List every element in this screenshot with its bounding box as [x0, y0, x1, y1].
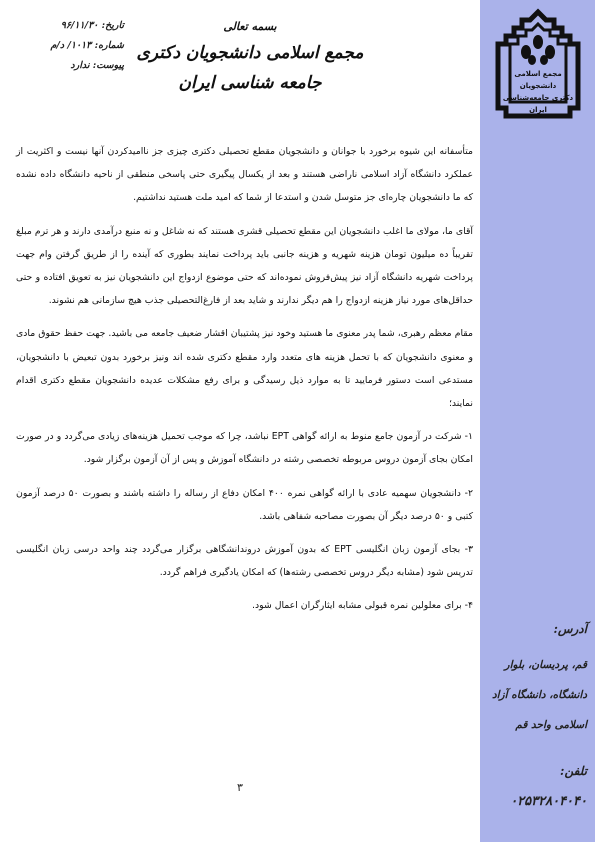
logo-line: دانشجویان: [519, 82, 557, 90]
request-item: ۳- بجای آزمون زبان انگلیسی EPT که بدون آموزش دروندانشگاهی برگزار می‌گردد چند واحد درسی زبان انگلیسی تدریس شود (مشابه دیگر دروس تخصصی رشته‌ها) که امکان یادگیری فراهم گردد.: [16, 544, 473, 579]
logo-line: مجمع اسلامی: [514, 70, 562, 78]
letter-body: [16, 140, 473, 628]
letter-header: [130, 16, 370, 98]
logo-line: دکتری جامعه‌شناسی: [502, 94, 574, 102]
org-title: مجمع اسلامی دانشجویان دکتری: [136, 43, 364, 63]
request-item: ۱- شرکت در آزمون جامع منوط به ارائه گواهی EPT نباشد، چرا که موجب تحمیل هزینه‌های زیادی می‌گردد و در صورت امکان بجای آزمون دروس مربوطه تخصصی رشته در دانشگاه آموزش و پس از آن آزمون برگزار شود.: [16, 431, 473, 466]
letter-number: شماره: ۱۰۱۳/ د/م: [50, 40, 124, 51]
body-paragraph: آقای ما، مولای ما اغلب دانشجویان این مقطع تحصیلی قشری هستند که نه شاغل و نه منبع درآمدی دارند و هر ترم مبلغ تقریباً ده میلیون تومان هزینه شهریه و هزینه جانبی باید پرداخت نمایند بطوری که آینده را از طریق گرفتن وام جهت پرداخت شهریه دانشگاه آزاد نیز پیش‌فروش نموده‌اند که حتی موضوع ازدواج این دانشجویان نیز به تعویق افتاده و حتی حداقل‌های مورد نیاز هزینه ازدواج را هم دیگر ندارند و شاید بعد از فارغ‌التحصیلی جذب هیچ سازمانی هم نشوند.: [16, 225, 473, 307]
logo-line: ایران: [529, 106, 547, 114]
request-item: ۲- دانشجویان سهمیه عادی با ارائه گواهی نمره ۴۰۰ امکان دفاع از رساله را داشته باشند و بصورت ۵۰ درصد آزمون کتبی و ۵۰ درصد دیگر آن بصورت مصاحبه شفاهی باشد.: [16, 487, 473, 522]
address-title: آدرس:: [553, 622, 587, 636]
logo-caption: [486, 68, 590, 116]
org-subtitle: جامعه شناسی ایران: [178, 73, 322, 93]
request-item: ۴- برای معلولین نمره قبولی مشابه ایثارگران اعمال شود.: [252, 600, 473, 612]
phone-number: ۰۲۵۳۲۸۰۴۰۴۰: [510, 794, 587, 809]
address-text: قم، پردیسان، بلوار دانشگاه، دانشگاه آزاد اسلامی واحد قم: [491, 659, 587, 731]
letter-meta: [14, 16, 124, 76]
bismillah: بسمه تعالی: [223, 20, 277, 33]
body-paragraph: متأسفانه این شیوه برخورد با جوانان و دانشجویان مقطع تحصیلی دکتری چیزی جز ناامیدکردن آنها نیست و اکثریت از عملکرد دانشگاه آزاد اسلامی ناراضی هستند و بعد از یکسال پیگیری حتی پاسخی منطقی از ناحیه دانشگاه داده نشده که ما دانشجویان چاره‌ای جز متوسل شدن و استدعا از شما که امید ملت هستید نداشتیم.: [16, 146, 473, 204]
body-paragraph: مقام معظم رهبری، شما پدر معنوی ما هستید وخود نیز پشتیبان اقشار ضعیف جامعه می باشید. جهت حفظ حقوق مادی و معنوی دانشجویان که با تحمل هزینه های متعدد وارد مقطع دکتری شده اند ونیز برخورد بدون تبعیض با دانشجویان، مستدعی است دستور فرمایید تا به موارد ذیل رسیدگی و برای رفع مشکلات عدیده دانشجویان مقطع دکتری اقدام نمایند؛: [16, 328, 473, 410]
org-logo: [486, 8, 590, 128]
letter-date: تاریخ: ۹۶/۱۱/۳۰: [60, 20, 124, 31]
phone-title: تلفن:: [560, 764, 587, 778]
sidebar: [480, 0, 595, 842]
letter-attachment: پیوست: ندارد: [70, 60, 124, 71]
page-number: ۳: [237, 781, 243, 794]
